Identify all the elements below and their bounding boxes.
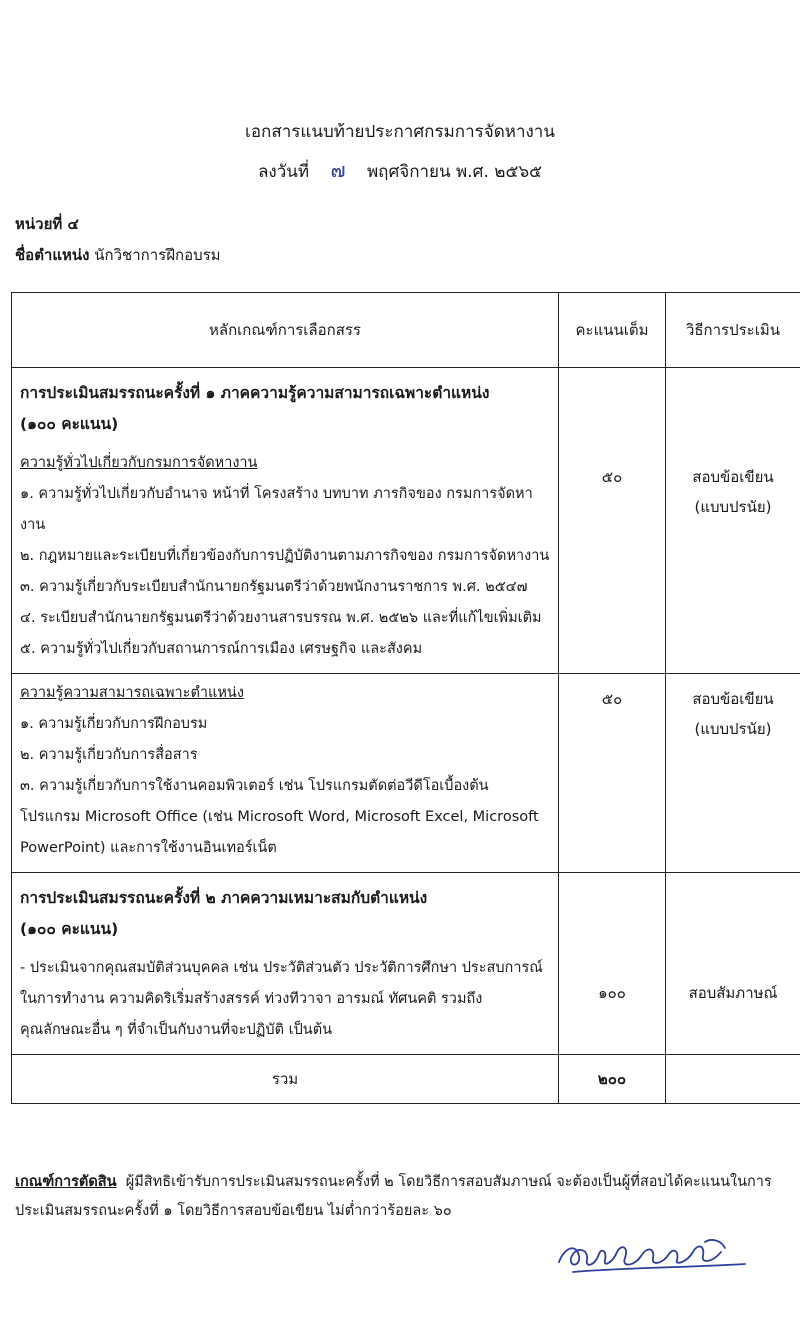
date-rest: พฤศจิกายน พ.ศ. ๒๕๖๕ (366, 162, 542, 182)
list-item: ๔. ระเบียบสำนักนายกรัฐมนตรีว่าด้วยงานสารบรรณ พ.ศ. ๒๕๒๖ และที่แก้ไขเพิ่มเติม (20, 610, 542, 626)
scan-top-edge (0, 0, 800, 12)
header-criteria: หลักเกณฑ์การเลือกสรร (12, 293, 559, 368)
decision-rule (15, 1168, 795, 1226)
part-b-score: ๕๐ (559, 674, 666, 873)
part-a-method-line1: สอบข้อเขียน (692, 468, 774, 486)
part-b-method-line2: (แบบปรนัย) (694, 720, 772, 738)
list-item: ๑. ความรู้ทั่วไปเกี่ยวกับอำนาจ หน้าที่ โครงสร้าง บทบาท ภารกิจของ กรมการจัดหางาน (20, 486, 533, 533)
part-b-heading: ความรู้ความสามารถเฉพาะตำแหน่ง (20, 685, 244, 701)
section1-title: การประเมินสมรรถนะครั้งที่ ๑ ภาคความรู้ความสามารถเฉพาะตำแหน่ง (20, 384, 490, 402)
date-prefix: ลงวันที่ (258, 162, 310, 182)
part-a-score: ๕๐ (559, 368, 666, 674)
table-row (12, 674, 800, 873)
part-b-method-line1: สอบข้อเขียน (692, 690, 774, 708)
table-row (12, 873, 800, 1055)
signature-icon (555, 1232, 755, 1276)
total-row (12, 1055, 800, 1104)
position-line (15, 243, 221, 267)
decision-label: เกณฑ์การตัดสิน (15, 1174, 117, 1190)
part-a-method (666, 368, 800, 674)
part-a-method-line2: (แบบปรนัย) (694, 498, 772, 516)
position-label: ชื่อตำแหน่ง (15, 246, 90, 264)
table-header-row (12, 293, 800, 368)
section1-specific-cell (12, 674, 559, 873)
section1-general-cell (12, 368, 559, 674)
section1-points: (๑๐๐ คะแนน) (20, 415, 119, 433)
list-item: ๑. ความรู้เกี่ยวกับการฝึกอบรม (20, 716, 208, 732)
document-date (0, 154, 800, 186)
total-method-empty (666, 1055, 800, 1104)
table-row (12, 368, 800, 674)
section2-score: ๑๐๐ (559, 873, 666, 1055)
header-method: วิธีการประเมิน (666, 293, 800, 368)
section2-description: - ประเมินจากคุณสมบัติส่วนบุคคล เช่น ประวัติส่วนตัว ประวัติการศึกษา ประสบการณ์ในการทำงาน ความคิดริเริ่มสร้างสรรค์ ท่วงทีวาจา อารมณ์ ทัศนคติ รวมถึงคุณลักษณะอื่น ๆ ที่จำเป็นกับงานที่จะปฏิบัติ เป็นต้น (20, 960, 543, 1038)
total-score: ๒๐๐ (559, 1055, 666, 1104)
position-value: นักวิชาการฝึกอบรม (94, 246, 221, 264)
list-item: ๕. ความรู้ทั่วไปเกี่ยวกับสถานการณ์การเมือง เศรษฐกิจ และสังคม (20, 641, 423, 657)
list-item: ๒. กฎหมายและระเบียบที่เกี่ยวข้องกับการปฏิบัติงานตามภารกิจของ กรมการจัดหางาน (20, 548, 550, 564)
list-item: ๒. ความรู้เกี่ยวกับการสื่อสาร (20, 747, 198, 763)
part-a-heading: ความรู้ทั่วไปเกี่ยวกับกรมการจัดหางาน (20, 455, 258, 471)
section2-method: สอบสัมภาษณ์ (666, 873, 800, 1055)
date-day-handwritten: ๗ (330, 158, 346, 182)
total-label: รวม (12, 1055, 559, 1104)
list-item: ๓. ความรู้เกี่ยวกับระเบียบสำนักนายกรัฐมนตรีว่าด้วยพนักงานราชการ พ.ศ. ๒๕๔๗ (20, 579, 528, 595)
header-score: คะแนนเต็ม (559, 293, 666, 368)
section2-points: (๑๐๐ คะแนน) (20, 920, 119, 938)
list-item: ๓. ความรู้เกี่ยวกับการใช้งานคอมพิวเตอร์ เช่น โปรแกรมตัดต่อวีดีโอเบื้องต้น โปรแกรม Microsoft Office (เช่น Microsoft Word, Microsoft Excel, Microsoft PowerPoint) และการใช้งานอินเทอร์เน็ต (20, 778, 539, 856)
part-b-method (666, 674, 800, 873)
section2-cell (12, 873, 559, 1055)
decision-text: ผู้มีสิทธิเข้ารับการประเมินสมรรถนะครั้งที่ ๒ โดยวิธีการสอบสัมภาษณ์ จะต้องเป็นผู้ที่สอบได้คะแนนในการประเมินสมรรถนะครั้งที่ ๑ โดยวิธีการสอบข้อเขียน ไม่ต่ำกว่าร้อยละ ๖๐ (15, 1174, 772, 1219)
criteria-table (11, 292, 800, 1104)
document-title: เอกสารแนบท้ายประกาศกรมการจัดหางาน (245, 122, 555, 142)
section2-title: การประเมินสมรรถนะครั้งที่ ๒ ภาคความเหมาะสมกับตำแหน่ง (20, 889, 428, 907)
unit-number: หน่วยที่ ๔ (15, 215, 79, 233)
